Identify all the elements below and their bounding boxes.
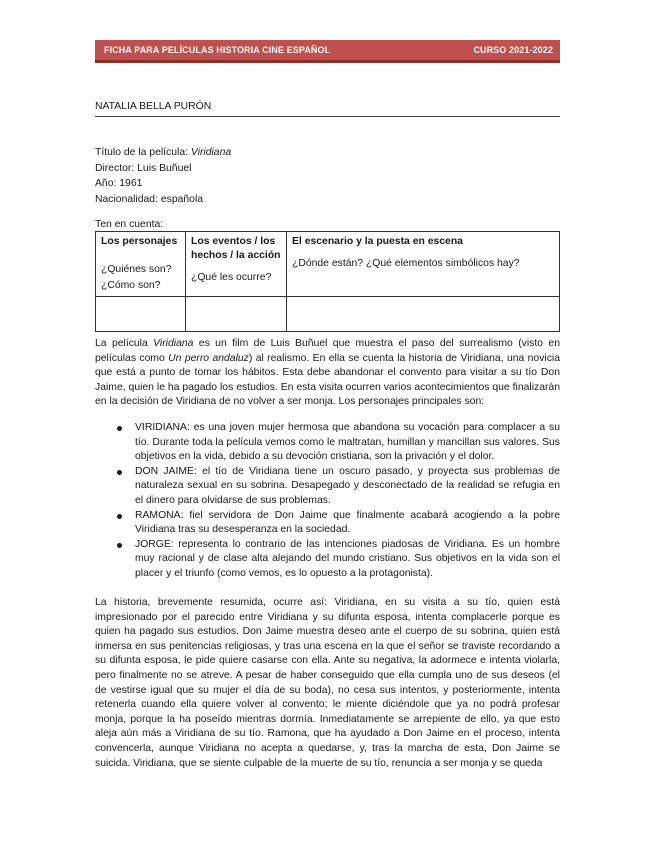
intro-text: es un film de Luis Buñuel que muestra el paso del surrealismo (visto en películas como (95, 338, 560, 364)
table-cell-events (186, 232, 287, 297)
header-banner (95, 40, 560, 63)
events-question: ¿Qué les ocurre? (191, 272, 272, 283)
table-empty-row (96, 297, 560, 332)
film-metadata (95, 145, 231, 207)
analysis-table (95, 231, 560, 332)
list-item: VIRIDIANA: es una joven mujer hermosa que abandona su vocación para complacer a su tío. Durante toda la película vemos como le maltratan, humillan y mancillan sus valores. Sus objetivos en la vida, debido a su devoción cristiana, son la privación y el dolor. (95, 421, 560, 465)
list-item: JORGE: representa lo contrario de las intenciones piadosas de Viridiana. Es un hombre muy racional y de clase alta alejando del mundo cristiano. Sus objetivos en la vida son el placer y el triunfo (como vemos, es lo opuesto a la protagonista). (95, 538, 560, 582)
table-empty-cell (96, 297, 186, 332)
film-title-row (95, 145, 231, 161)
setting-question: ¿Dónde están? ¿Qué elementos simbólicos hay? (292, 258, 520, 269)
film-title-value: Viridiana (190, 147, 232, 158)
table-header-row (96, 232, 560, 297)
characters-question-1: ¿Quiénes son? (101, 264, 172, 275)
film-year: Año: 1961 (95, 178, 143, 189)
film-nationality: Nacionalidad: española (95, 193, 204, 205)
table-cell-characters (96, 232, 186, 297)
film-title-label: Título de la película: (95, 147, 191, 158)
table-cell-setting (287, 232, 560, 297)
characters-heading: Los personajes (101, 236, 178, 247)
table-empty-cell (287, 297, 560, 332)
intro-film-reference: Un perro andaluz (168, 352, 249, 364)
characters-question-2: ¿Cómo son? (101, 280, 161, 291)
table-empty-cell (186, 297, 287, 332)
intro-text: La película (95, 338, 154, 349)
author-name: NATALIA BELLA PURÓN (95, 101, 560, 117)
intro-film-title: Viridiana (153, 338, 194, 349)
header-course: CURSO 2021-2022 (473, 45, 553, 55)
setting-heading: El escenario y la puesta en escena (292, 236, 463, 247)
summary-paragraph: La historia, brevemente resumida, ocurre así: Viridiana, en su visita a su tío, quien está impresionado por el parecido entre Viridiana y su difunta esposa, intenta complacerle porque es quien ha pagado sus estudios. Don Jaime muestra deseo ante el cuerpo de su sobrina, quien está inmersa en sus penitencias religiosas, y tras una escena en la que el señor se traviste recordando a su difunta esposa, le pide quiere casarse con ella. Ante su negativa, la adormece e intenta violarla, pero finalmente no se atreve. A pesar de haber conseguido que ella cumpla uno de sus deseos (el de vestirse igual que su mujer el día de su boda), no cesa sus intentos, y posteriormente, intenta retenerla cuando ella quiere volver al convento; le miente diciéndole que ya no podrá profesar monja, porque la ha poseído mientras dormía. Inmediatamente se arrepiente de ello, ya que esto aleja aún más a Viridiana de su tío. Ramona, que ha ayudado a Don Jaime en el proceso, intenta convencerla, aunque Viridiana no acepta a quedarse, y, tras la marcha de esta, Don Jaime se suicida. Viridiana, que se siente culpable de la muerte de su tío, renuncia a ser monja y se queda (95, 597, 560, 769)
intro-text: ) al realismo. En ella se cuenta la historia de Viridiana, una novicia que está a punto de tomar los hábitos. Esta debe abandonar el convento para visitar a su tío Don Jaime, quien le ha pagado los estudios. En esta visita ocurren varios acontecimientos que finalizarán en la decisión de Viridiana de no volver a ser monja. Los personajes principales son: (95, 352, 560, 408)
list-item: RAMONA: fiel servidora de Don Jaime que finalmente acabará acogiendo a la pobre Viridiana tras su desesperanza en la sociedad. (95, 509, 560, 538)
intro-paragraph (95, 337, 560, 410)
events-heading: Los eventos / los hechos / la acción (191, 236, 281, 261)
film-director: Director: Luis Buñuel (95, 162, 192, 174)
character-list (95, 421, 560, 582)
header-title: FICHA PARA PELÍCULAS HISTORIA CINE ESPAÑOL (104, 45, 331, 55)
list-item: DON JAIME: el tío de Viridiana tiene un oscuro pasado, y proyecta sus problemas de naturaleza sexual en su sobrina. Desapegado y desconectado de la realidad se refugia en el dinero para olvidarse de sus problemas. (95, 465, 560, 509)
note-label: Ten en cuenta: (95, 219, 164, 230)
